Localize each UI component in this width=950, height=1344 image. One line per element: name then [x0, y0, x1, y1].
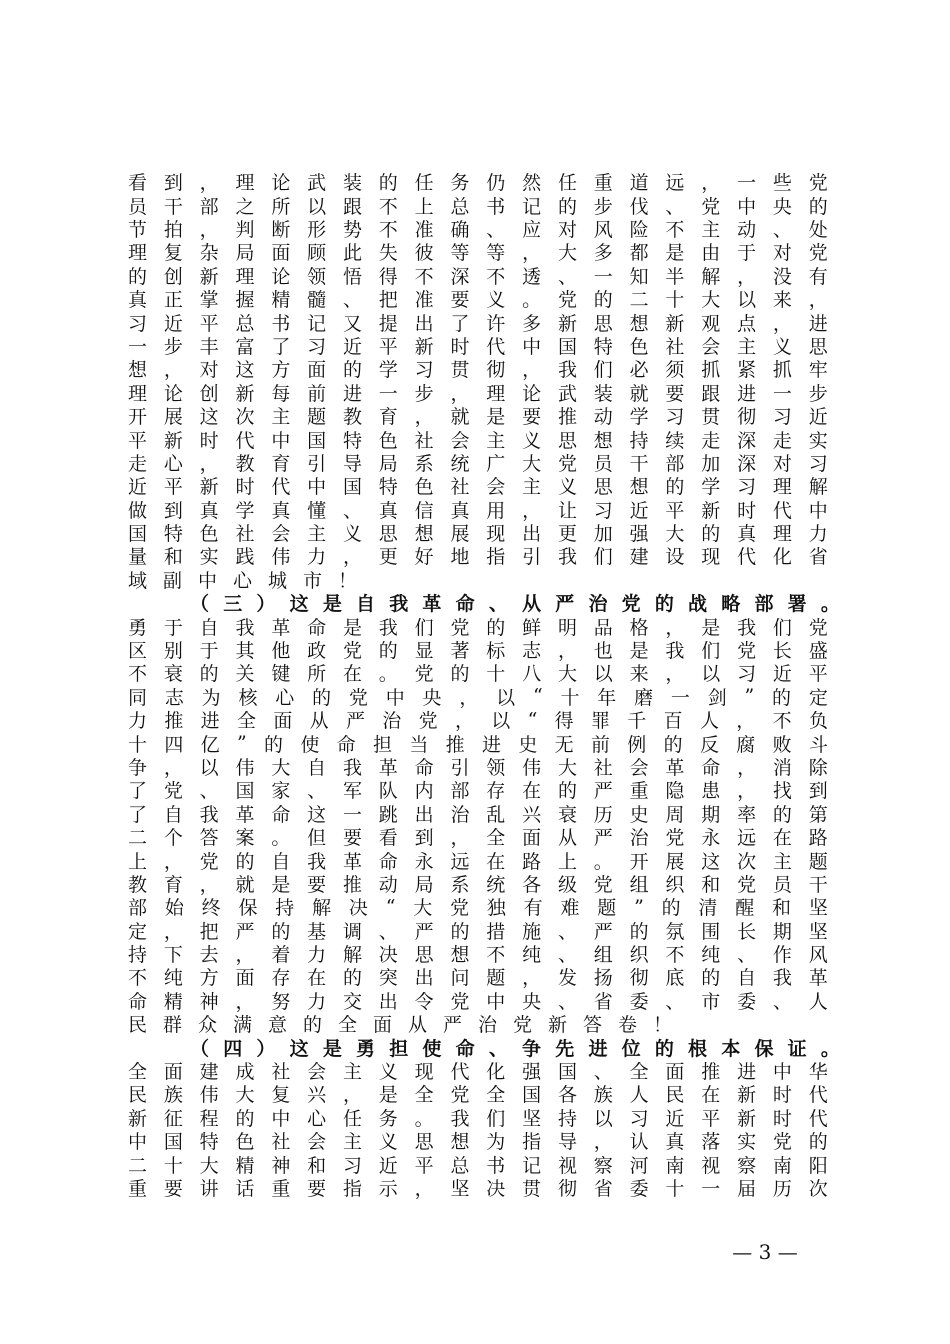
text-line: 国 特 色 社 会 主 义 思 想 展 现 出 更 加 强 大 的 真 理 力 [128, 523, 828, 545]
text-line: 近 平 新 时 代 中 国 特 色 社 会 主 义 思 想 的 学 习 理 解 [128, 476, 828, 498]
text-line: 同 志 为 核 心 的 党 中 央 ， 以 “ 十 年 磨 一 剑 ” 的 定 [128, 685, 828, 708]
text-line: 十 四 亿 ” 的 使 命 担 当 推 进 史 无 前 例 的 反 腐 败 斗 [128, 732, 828, 755]
text-line: 力 推 进 全 面 从 严 治 党 ， 以 “ 得 罪 千 百 人 ， 不 负 [128, 708, 828, 732]
text-line: 新 征 程 的 中 心 任 务 。 我 们 坚 持 以 习 近 平 新 时 代 [128, 1107, 828, 1130]
text-line: 想 ， 对 这 方 面 的 学 习 贯 彻 ， 我 们 必 须 抓 紧 抓 牢 [128, 359, 828, 381]
text-line: 不 纯 方 面 存 在 的 突 出 问 题 ， 发 扬 彻 底 的 自 我 革 [128, 967, 828, 989]
body-text [128, 170, 840, 1200]
text-line: 理 复 杂 局 面 顾 此 失 彼 等 等 ， 大 多 都 是 由 于 对 党 [128, 242, 828, 264]
text-line: 习 近 平 总 书 记 又 提 出 了 许 多 新 思 想 新 观 点 ， 进 [128, 312, 828, 334]
text-line: 看 到 ， 理 论 武 装 的 任 务 仍 然 任 重 道 远 ， 一 些 党 [128, 172, 828, 194]
text-line: 民 族 伟 大 复 兴 ， 是 全 党 全 国 各 族 人 民 在 新 时 代 [128, 1084, 828, 1106]
text-line: 了 自 我 革 命 这 一 跳 出 治 乱 兴 衰 历 史 周 期 率 的 第 [128, 803, 828, 825]
text-line: 教 育 ， 就 是 要 推 动 局 系 统 各 级 党 组 织 和 党 员 干 [128, 873, 828, 896]
text-line: 二 个 答 案 。 但 要 看 到 ， 全 面 从 严 治 党 永 远 在 路 [128, 827, 828, 849]
text-line: 争 ， 以 伟 大 自 我 革 命 引 领 伟 大 社 会 革 命 ， 消 除 [128, 756, 828, 779]
text-line: 上 ， 党 的 自 我 革 命 永 远 在 路 上 。 开 展 这 次 主 题 [128, 850, 828, 872]
text-line: 不 衰 的 关 键 所 在 。 党 的 十 八 大 以 来 ， 以 习 近 平 [128, 663, 828, 685]
text-line: 员 干 部 之 所 以 跟 不 上 总 书 记 的 步 伐 、 党 中 央 的 [128, 195, 828, 217]
text-line: 民 群 众 满 意 的 全 面 从 严 治 党 新 答 卷 ！ [128, 1014, 673, 1036]
text-line: 持 下 去 ， 着 力 解 决 思 想 不 纯 、 组 织 不 纯 、 作 风 [128, 944, 828, 966]
page-number: — 3 — [732, 1240, 798, 1264]
text-line: 重 要 讲 话 重 要 指 示 ， 坚 决 贯 彻 省 委 十 一 届 历 次 [128, 1178, 828, 1200]
section-heading: （ 三 ） 这 是 自 我 革 命 、 从 严 治 党 的 战 略 部 署 。 [190, 593, 840, 615]
text-line: 定 ， 把 严 的 基 调 、 严 的 措 施 、 严 的 氛 围 长 期 坚 [128, 920, 828, 942]
text-line: 二 十 大 精 神 和 习 近 平 总 书 记 视 察 河 南 视 察 南 阳 [128, 1154, 828, 1176]
text-line: 真 正 掌 握 精 髓 、 把 准 要 义 。 党 的 二 十 大 以 来 ， [128, 289, 828, 311]
text-line: 全 面 建 成 社 会 主 义 现 代 化 强 国 、 全 面 推 进 中 华 [128, 1061, 828, 1083]
text-line: 部 始 终 保 持 解 决 “ 大 党 独 有 难 题 ” 的 清 醒 和 坚 [128, 895, 828, 919]
text-line: 勇 于 自 我 革 命 是 我 们 党 的 鲜 明 品 格 ， 是 我 们 党 [128, 616, 828, 638]
text-line: 了 党 、 国 家 、 军 队 内 部 存 在 的 严 重 隐 患 ， 找 到 [128, 780, 828, 802]
text-line: 一 步 丰 富 了 习 近 平 新 时 代 中 国 特 色 社 会 主 义 思 [128, 335, 828, 358]
text-line: 命 精 神 ， 努 力 交 出 令 党 中 央 、 省 委 、 市 委 、 人 [128, 990, 828, 1013]
section-heading: （ 四 ） 这 是 勇 担 使 命 、 争 先 进 位 的 根 本 保 证 。 [190, 1037, 840, 1059]
text-line: 区 别 于 其 他 政 党 的 显 著 标 志 ， 也 是 我 们 党 长 盛 [128, 640, 828, 662]
text-line: 理 论 创 新 每 前 进 一 步 ， 理 论 武 装 就 要 跟 进 一 步 [128, 382, 828, 404]
text-line: 量 和 实 践 伟 力 ， 更 好 地 指 引 我 们 建 设 现 代 化 省 [128, 546, 828, 568]
text-line: 中 国 特 色 社 会 主 义 思 想 为 指 导 ， 认 真 落 实 党 的 [128, 1131, 828, 1153]
text-line: 走 心 ， 教 育 引 导 局 系 统 广 大 党 员 干 部 加 深 对 习 [128, 452, 828, 475]
text-line: 平 新 时 代 中 国 特 色 社 会 主 义 思 想 持 续 走 深 走 实 [128, 429, 828, 451]
text-line: 做 到 真 学 真 懂 、 真 信 真 用 ， 让 习 近 平 新 时 代 中 [128, 499, 828, 521]
text-line: 开 展 这 次 主 题 教 育 ， 就 是 要 推 动 学 习 贯 彻 习 近 [128, 406, 828, 428]
text-line: 的 创 新 理 论 领 悟 得 不 深 不 透 、 一 知 半 解 ， 没 有 [128, 265, 828, 287]
text-line: 节 拍 ， 判 断 形 势 不 准 确 、 应 对 风 险 不 主 动 、 处 [128, 218, 828, 241]
text-line: 域 副 中 心 城 市 ！ [128, 569, 358, 592]
